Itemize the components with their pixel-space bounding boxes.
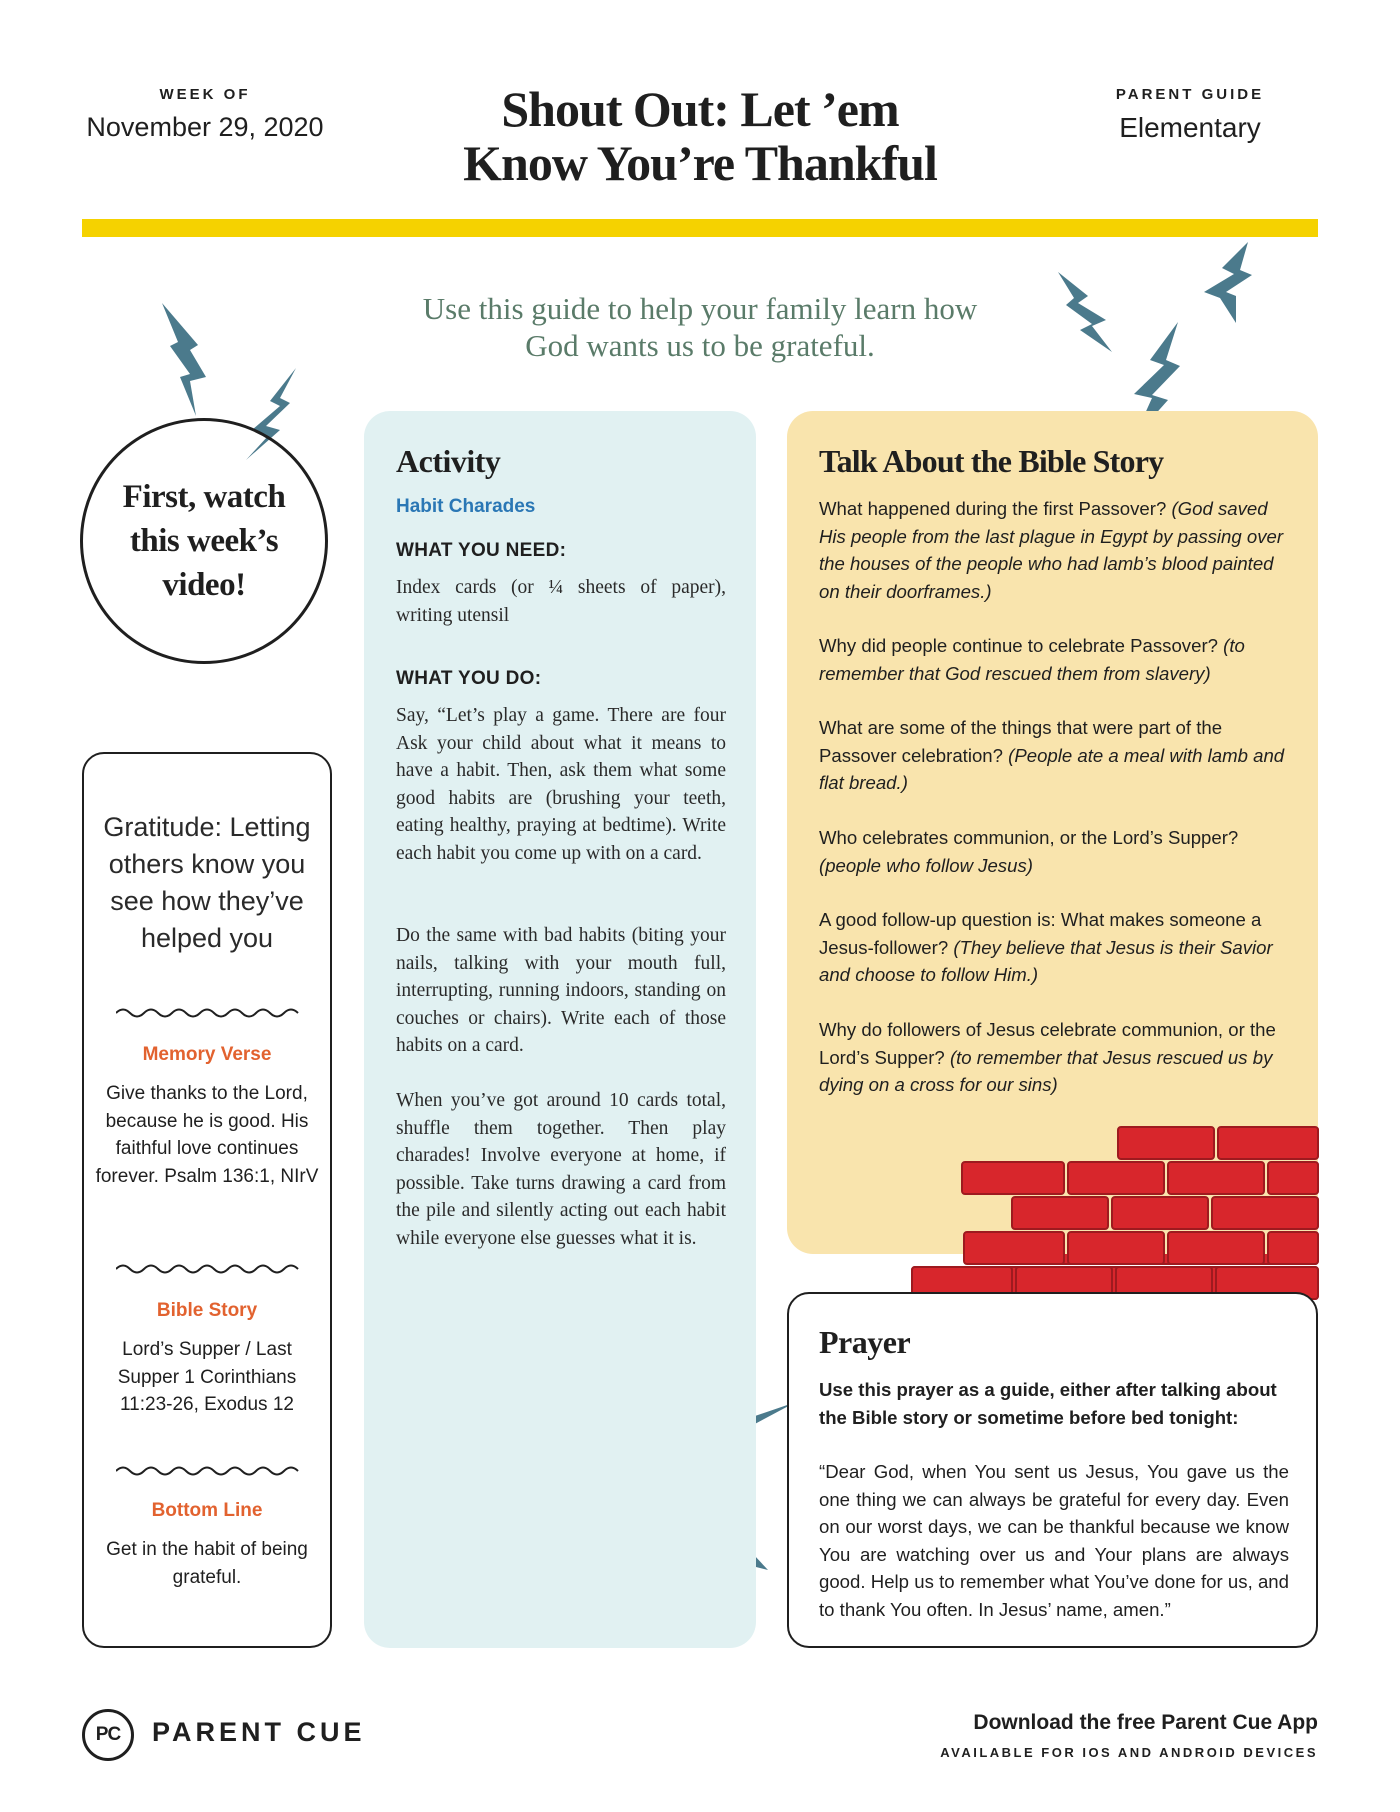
squiggle-divider [116,1464,302,1478]
question-text: Why did people continue to celebrate Passover? [819,635,1224,656]
prayer-title: Prayer [819,1324,911,1360]
discussion-question [819,714,1289,797]
activity-subtitle: Habit Charades [396,496,536,517]
discussion-question [819,824,1289,879]
question-text: Who celebrates communion, or the Lord’s Supper? [819,827,1239,848]
bible-story-card [787,411,1318,1254]
memory-verse-heading: Memory Verse [142,1044,272,1065]
prayer-intro: Use this prayer as a guide, either after talking about the Bible story or sometime before bed tonight: [819,1379,1277,1428]
question-text: Why do followers of Jesus celebrate communion, or the Lord’s Supper? [819,1019,1276,1068]
discussion-question [819,495,1289,605]
squiggle-divider [116,1006,302,1020]
page-title-line-2: Know You’re Thankful [463,135,937,191]
lightning-bolt-icon [162,303,206,416]
question-text: What happened during the first Passover? [819,498,1172,519]
week-date: November 29, 2020 [86,112,324,142]
what-you-need-label: WHAT YOU NEED: [396,540,567,561]
bottom-line-heading: Bottom Line [151,1500,263,1521]
watch-video-text: First, watch this week’s video! [122,479,286,603]
bible-story-text: Lord’s Supper / Last Supper 1 Corinthians 11:23-26, Exodus 12 [117,1339,297,1415]
prayer-text: “Dear God, when You sent us Jesus, You gave us the one thing we can always be grateful for every day. Even on our worst days, we can be thankful because we know You are watching over us and Your plans are always good. Help us to remember what You’ve done for us, and to thank You often. In Jesus’ name, amen.” [819,1461,1289,1620]
discussion-question [819,1016,1289,1099]
discussion-question [819,632,1289,687]
question-text: A good follow-up question is: What makes someone a Jesus-follower? [819,909,1262,958]
what-you-need-text: Index cards (or ¼ sheets of paper), writing utensil [396,577,726,626]
bottom-line-text: Get in the habit of being grateful. [106,1539,308,1588]
intro-line-2: God wants us to be grateful. [525,328,875,363]
parent-cue-logo-icon: PC [82,1709,134,1761]
activity-paragraph: Do the same with bad habits (biting your nails, talking with your mouth full, interrupting, running indoors, standing on couches or chairs). Write each of those habits on a card. [396,925,726,1056]
answer-text: (People ate a meal with lamb and flat bread.) [819,744,1285,793]
theme-text: Gratitude: Letting others know you see how they’ve helped you [103,812,311,953]
week-of-label: WEEK OF [159,86,251,103]
intro-line-1: Use this guide to help your family learn how [422,291,978,326]
answer-text: (to remember that Jesus rescued us by dying on a cross for our sins) [819,1046,1273,1095]
what-you-do-label: WHAT YOU DO: [396,668,542,689]
watch-video-badge [80,418,328,664]
activity-paragraph: When you’ve got around 10 cards total, shuffle them together. Then play charades! Involve everyone at home, if possible. Take turns drawing a card from the pile and silently acting out each habit while everyone else guesses what it is. [396,1090,726,1249]
answer-text: (They believe that Jesus is their Savior and choose to follow Him.) [819,936,1273,985]
bible-story-title: Talk About the Bible Story [819,443,1164,479]
answer-text: (people who follow Jesus) [819,854,1033,876]
question-text: What are some of the things that were part of the Passover celebration? [819,717,1223,766]
guide-level: Elementary [1119,112,1261,143]
app-availability-text: AVAILABLE FOR IOS AND ANDROID DEVICES [940,1745,1318,1760]
activity-card [364,411,756,1648]
page-title-line-1: Shout Out: Let ’em [501,81,899,137]
bible-story-heading: Bible Story [156,1300,258,1321]
activity-paragraph: Say, “Let’s play a game. There are four Ask your child about what it means to have a habit. Then, ask them what some good habits are (brushing your teeth, eating healthy, praying at bedtime). Write each habit you come up with on a card. [396,705,726,864]
squiggle-divider [116,1262,302,1276]
lightning-bolt-icon [1058,272,1112,352]
answer-text: (God saved His people from the last plague in Egypt by passing over the houses of the people who had lamb’s blood painted on their doorframes.) [819,498,1284,602]
parent-guide-label: PARENT GUIDE [1115,86,1265,103]
discussion-question [819,906,1289,989]
answer-text: (to remember that God rescued them from slavery) [819,635,1245,684]
memory-verse-text: Give thanks to the Lord, because he is good. His faithful love continues forever. Psalm 136:1, NIrV [95,1083,319,1187]
download-app-link[interactable]: Download the free Parent Cue App [973,1711,1318,1734]
activity-title: Activity [396,443,501,479]
sidebar-card [82,752,332,1648]
lightning-bolt-icon [1204,242,1252,323]
prayer-card [787,1292,1318,1648]
parent-cue-logo-text: PARENT CUE [152,1717,366,1747]
